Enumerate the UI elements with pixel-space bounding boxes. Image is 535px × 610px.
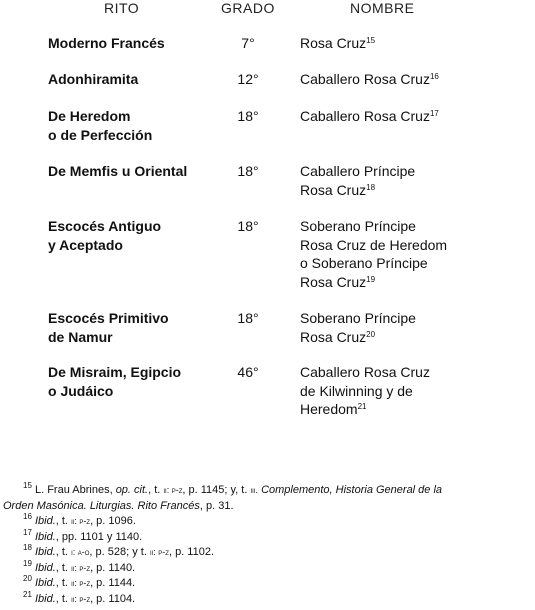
footnote-15: $^{15}$ L. Frau Abrines, op. cit., t. ii: p-z, p. 1145; y, t. iii. Complemento, Historia General de la — [23, 481, 443, 496]
footnote-19: $^{19}$ Ibid., t. ii: p-z, p. 1140. — [23, 558, 136, 574]
footnote-20: $^{20}$ Ibid., t. ii: p-z, p. 1144. — [23, 574, 136, 589]
nombre-cell — [300, 217, 447, 291]
nombre-cell — [300, 162, 415, 199]
footnote-18: $^{18}$ Ibid., t. i: a-o, p. 528; y t. ii: p-z, p. 1102. — [23, 543, 215, 558]
nombre-line: Caballero Rosa Cruz$^{17}$ — [300, 108, 439, 124]
footnote-17: $^{17}$ Ibid., pp. 1101 y 1140. — [23, 527, 143, 543]
rito-cell — [48, 34, 165, 53]
footnote-ref: 16 — [429, 72, 439, 81]
rito-line: De Heredom — [48, 108, 131, 124]
rito-cell — [48, 309, 169, 346]
nombre-line: de Kilwinning y de — [300, 382, 413, 399]
nombre-line: Rosa Cruz de Heredom — [300, 236, 448, 253]
header-rito: RITO — [104, 0, 140, 16]
nombre-line: Rosa Cruz$^{15}$ — [300, 35, 376, 51]
rito-cell — [48, 363, 181, 400]
rito-line: De Misraim, Egipcio — [48, 364, 182, 380]
footnotes — [0, 483, 535, 607]
nombre-cell — [300, 363, 430, 419]
nombre-line: Heredom$^{21}$ — [300, 401, 367, 417]
nombre-line: Caballero Rosa Cruz — [300, 364, 430, 380]
nombre-line: Soberano Príncipe — [300, 218, 416, 234]
grado-cell: 46° — [237, 364, 259, 380]
rito-line: o Judáico — [48, 382, 114, 399]
footnote-15-cont: Orden Masónica. Liturgias. Rito Francés, p. 31. — [3, 499, 234, 512]
rito-line: o de Perfección — [48, 126, 153, 143]
rito-cell — [48, 162, 187, 181]
nombre-line: Caballero Rosa Cruz$^{16}$ — [300, 71, 439, 87]
footnote-ref: 19 — [366, 274, 376, 284]
rito-line: Moderno Francés — [48, 35, 165, 51]
nombre-line: o Soberano Príncipe — [300, 255, 428, 271]
grado-cell: 7° — [241, 35, 255, 51]
footnote-21: $^{21}$ Ibid., t. ii: p-z, p. 1104. — [23, 589, 136, 605]
grado-cell: 18° — [237, 163, 259, 179]
footnote-ref: 17 — [429, 109, 439, 118]
rito-cell — [48, 217, 161, 254]
rito-cell — [48, 107, 152, 144]
nombre-cell — [300, 309, 416, 346]
nombre-line: Soberano Príncipe — [300, 310, 416, 326]
nombre-line: Rosa Cruz$^{18}$ — [300, 181, 376, 198]
grado-cell: 18° — [237, 108, 259, 124]
header-grado: GRADO — [221, 0, 275, 16]
rito-line: y Aceptado — [48, 236, 123, 253]
rito-line: Escocés Primitivo — [48, 310, 169, 326]
grado-cell: 12° — [237, 71, 259, 87]
nombre-line: Caballero Príncipe — [300, 163, 416, 179]
nombre-line: Rosa Cruz$^{20}$ — [300, 328, 376, 345]
rito-line: Adonhiramita — [48, 71, 139, 87]
rito-line: de Namur — [48, 328, 113, 345]
footnote-ref: 15 — [366, 36, 376, 45]
nombre-cell — [300, 34, 375, 53]
nombre-cell — [300, 70, 439, 89]
rito-line: De Memfis u Oriental — [48, 163, 188, 179]
footnote-ref: 18 — [366, 182, 376, 192]
footnote-16: $^{16}$ Ibid., t. ii: p-z, p. 1096. — [23, 512, 136, 527]
grado-cell: 18° — [237, 310, 259, 326]
grado-cell: 18° — [237, 218, 259, 234]
footnote-ref: 20 — [366, 329, 376, 339]
nombre-cell — [300, 107, 439, 126]
rito-cell — [48, 70, 138, 89]
rito-line: Escocés Antiguo — [48, 218, 162, 234]
footnote-ref: 21 — [357, 402, 367, 411]
nombre-line: Rosa Cruz$^{19}$ — [300, 273, 376, 290]
header-nombre: NOMBRE — [350, 0, 415, 16]
